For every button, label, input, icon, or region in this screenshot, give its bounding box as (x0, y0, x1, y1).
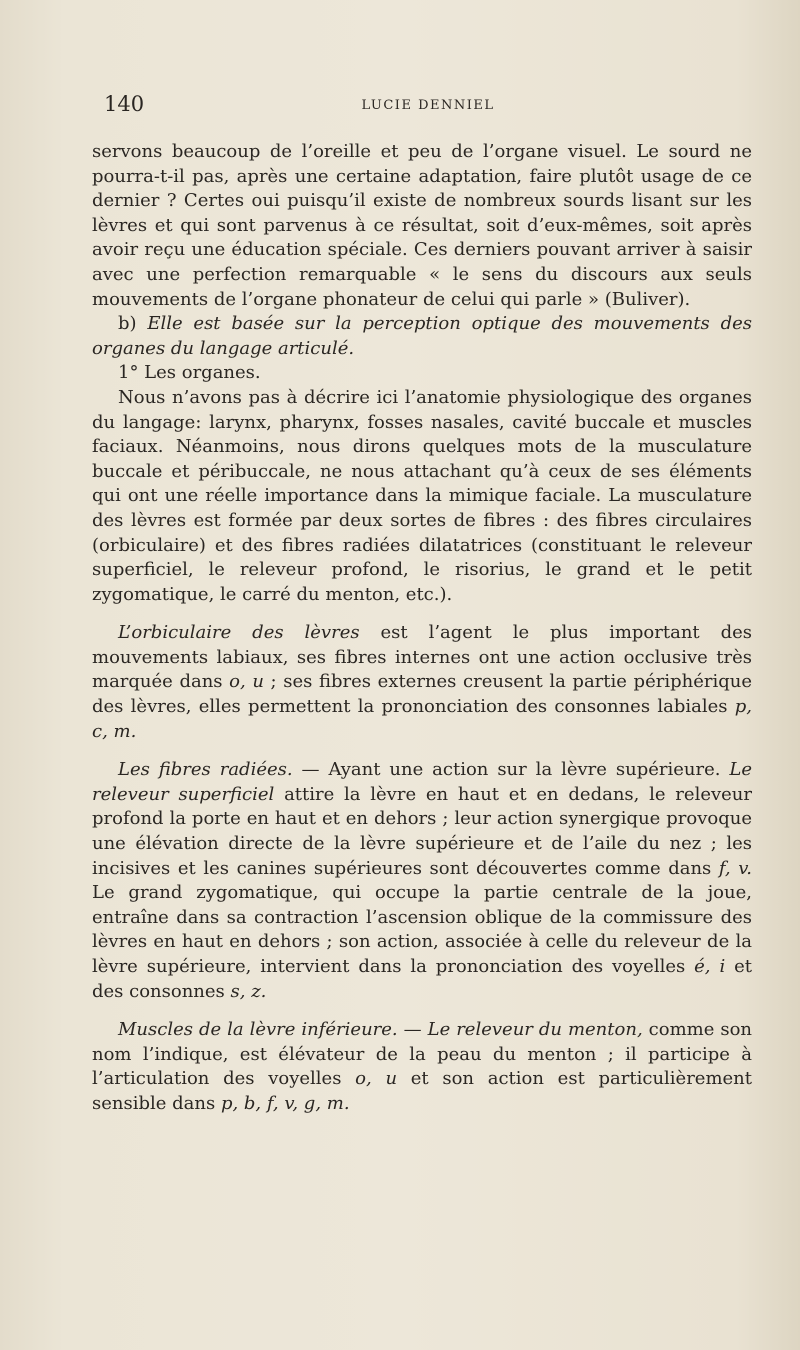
paragraph-6 (92, 758, 752, 1004)
term-fibres-radiees: Les fibres radiées. (118, 759, 293, 781)
text-run: — (397, 1019, 428, 1041)
paragraph-2 (92, 312, 752, 361)
text-run: Le grand zygomatique, qui occupe la partie centrale de la joue, entraîne dans sa contraction l’ascension oblique de la commissure des lèvres en haut en dehors ; son action, associée à celle du releveur de la lèvre supérieure, intervient dans la prononciation des voyelles (92, 882, 752, 977)
page-number: 140 (104, 92, 145, 116)
phoneme-ref: f, v. (718, 857, 752, 879)
paragraph-7 (92, 1018, 752, 1116)
text-run: et des consonnes (92, 956, 752, 1002)
term-releveur-superficiel: Le releveur superficiel (92, 759, 752, 805)
paragraph-4: Nous n’avons pas à décrire ici l’anatomie physiologique des organes du langage: larynx, pharynx, fosses nasales, cavité buccale et muscles faciaux. Néanmoins, nous dirons quelques mots de la musculature buccale et péribuccale, ne nous attachant qu’à ceux de ses éléments qui ont une réelle importance dans la mimique faciale. La musculature des lèvres est formée par deux sortes de fibres : des fibres circulaires (orbiculaire) et des fibres radiées dilatatrices (constituant le releveur superficiel, le releveur profond, le risorius, le grand et le petit zygomatique, le carré du menton, etc.). (92, 386, 752, 605)
running-title: LUCIE DENNIEL (361, 98, 495, 113)
subheading-organs: 1° Les organes. (118, 362, 261, 384)
term-muscles-levre-inferieure: Muscles de la lèvre inférieure. (118, 1019, 398, 1041)
paragraph-5 (92, 621, 752, 744)
phoneme-ref: o, u (229, 671, 264, 693)
phoneme-ref: p, b, f, v, g, m. (220, 1092, 350, 1114)
text-run: ; ses fibres externes creusent la partie périphérique des lèvres, elles permettent la prononciation des consonnes labiales (92, 671, 752, 718)
term-orbiculaire: L’orbiculaire des lèvres (118, 622, 360, 644)
phoneme-ref: p, c, m. (92, 696, 752, 742)
body-text (92, 140, 752, 1117)
text-run: comme son nom l’indique, est élévateur de la peau du menton ; il participe à l’articulation des voyelles (92, 1019, 753, 1090)
phoneme-ref: é, i (694, 956, 726, 977)
term-releveur-menton: Le releveur du menton, (427, 1019, 643, 1041)
section-heading-b: Elle est basée sur la perception optique des mouvements des organes du langage articulé. (92, 313, 752, 359)
text-run: et son action est particulièrement sensible dans (92, 1068, 753, 1114)
phoneme-ref: o, u (355, 1068, 398, 1090)
phoneme-ref: s, z. (230, 980, 267, 1002)
text-run: est l’agent le plus important des mouvements labiaux, ses fibres internes ont une action occlusive très marquée dans (92, 622, 752, 693)
page-header (104, 92, 752, 122)
section-letter: b) (118, 313, 148, 335)
text-run: attire la lèvre en haut et en dedans, le releveur profond la porte en haut et en dehors ; leur action synergique provoque une élévation directe de la lèvre supérieure et de l’aile du nez ; les incisives et les canines supérieures sont découvertes comme dans (92, 783, 752, 879)
paragraph-1: servons beaucoup de l’oreille et peu de l’organe visuel. Le sourd ne pourra-t-il pas, après une certaine adaptation, faire plutôt usage de ce dernier ? Certes oui puisqu’il existe de nombreux sourds lisant sur les lèvres et qui sont parvenus à ce résultat, soit d’eux-mêmes, soit après avoir reçu une éducation spéciale. Ces derniers pouvant arriver à saisir avec une perfection remarquable « le sens du discours aux seuls mouvements de l’organe phonateur de celui qui parle » (Buliver). (92, 141, 752, 310)
text-run: — Ayant une action sur la lèvre supérieure. (292, 759, 730, 781)
